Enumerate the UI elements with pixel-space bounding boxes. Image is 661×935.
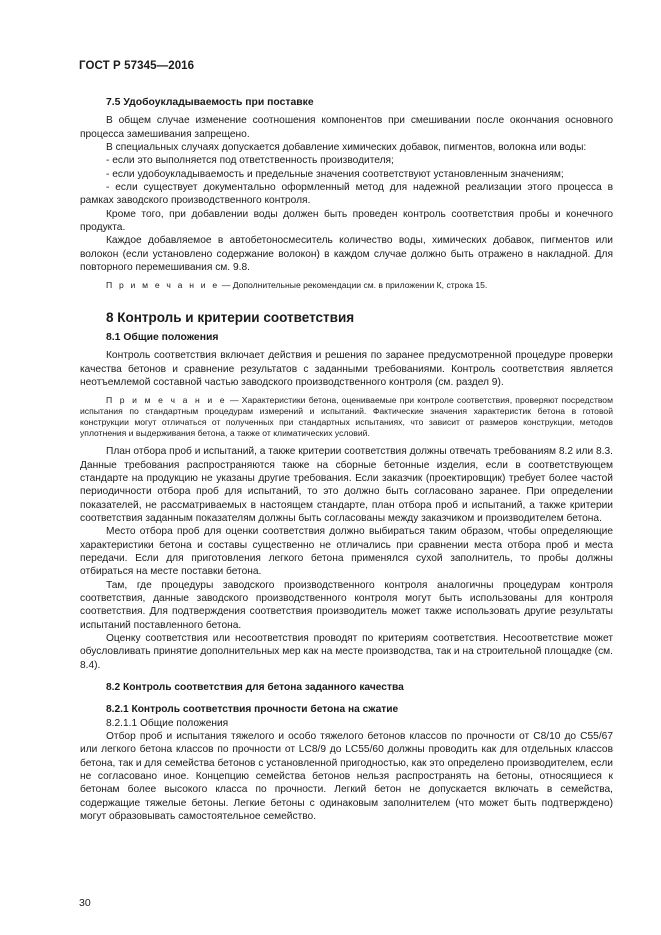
note xyxy=(80,395,613,439)
section-8-1-heading: 8.1 Общие положения xyxy=(106,331,219,343)
paragraph: Кроме того, при добавлении воды должен быть проведен контроль соответствия пробы и конечного продукта. xyxy=(80,208,613,234)
list-item: - если это выполняется под ответственность производителя; xyxy=(106,155,394,167)
section-8-2-1-1-heading: 8.2.1.1 Общие положения xyxy=(106,717,229,729)
paragraph: План отбора проб и испытаний, а также критерии соответствия должны отвечать требованиям 8.2 или 8.3. Данные требования распространяются также на сборные бетонные изделия, если в соответствующем стандарте на продукцию не указаны другие требования. Если заказчик (проектировщик) требует более частой периодичности отбора проб для испытаний, то это должно быть согласовано заранее. При определении показателей, не рассматриваемых в настоящем стандарте, план отбора проб и испытаний, а также критерии соответствия заданным показателям должны быть согласованы между заказчиком и производителем бетона. xyxy=(80,446,613,524)
paragraph: Каждое добавляемое в автобетоносмеситель количество воды, химических добавок, пигментов или волокон (если установлено содержание волокон) в каждом случае должно быть отражено в накладной. Для повторного перемешивания см. 9.8. xyxy=(80,235,613,274)
paragraph: Оценку соответствия или несоответствия проводят по критериям соответствия. Несоответствие может обусловливать принятие дополнительных мер как на месте производства, так и на строительной площадке (см. 8.4). xyxy=(80,633,613,671)
section-8-heading: 8 Контроль и критерии соответствия xyxy=(106,310,355,326)
list-item: - если удобоукладываемость и предельные значения соответствуют установленным значениям; xyxy=(106,168,564,180)
note-text: — Дополнительные рекомендации см. в приложении К, строка 15. xyxy=(219,280,488,291)
paragraph: Контроль соответствия включает действия и решения по заранее предусмотренной процедуре проверки качества бетонов и сравнение результатов с заданными требованиями. Контроль соответствия является неотъемлемой составной частью заводского производственного контроля (см. раздел 9). xyxy=(80,350,613,388)
paragraph: В специальных случаях допускается добавление химических добавок, пигментов, волокна или воды: xyxy=(106,142,587,154)
paragraph: Там, где процедуры заводского производственного контроля аналогичны процедурам контроля соответствия, данные заводского производственного контроля могут быть использованы для контроля соответствия. Для подтверждения соответствия производитель может также использовать другие результаты испытаний поставленного бетона. xyxy=(80,579,613,631)
paragraph: Место отбора проб для оценки соответствия должно выбираться таким образом, чтобы определяющие характеристики бетона и составы существенно не отличались при сравнении места отбора проб и места передачи. Если для приготовления легкого бетона применялся сухой заполнитель, то пробы должны отбираться на месте поставки бетона. xyxy=(80,526,613,578)
document-header: ГОСТ Р 57345—2016 xyxy=(79,60,195,72)
note-label: П р и м е ч а н и е xyxy=(106,280,220,291)
section-7-5-heading: 7.5 Удобоукладываемость при поставке xyxy=(106,97,314,108)
paragraph: В общем случае изменение соотношения компонентов при смешивании после окончания основного процесса замешивания запрещено. xyxy=(80,115,613,140)
section-8-2-heading: 8.2 Контроль соответствия для бетона заданного качества xyxy=(106,682,404,694)
section-8-2-1-heading: 8.2.1 Контроль соответствия прочности бетона на сжатие xyxy=(106,704,399,716)
page-number: 30 xyxy=(79,897,91,909)
document-body xyxy=(80,90,613,823)
note-text: — Характеристики бетона, оцениваемые при контроле соответствия, проверяют посредством испытания по стандартным процедурам измерений и испытаний. Фактические значения характеристик бетона в готовой конструкции могут отличаться от полученных при стандартных испытаниях, что зависит от размеров конструкции, методов уплотнения и выдерживания бетона, а также от климатических условий. xyxy=(80,395,613,439)
list-item: - если существует документально оформленный метод для надежной реализации этого процесса в рамках заводского производственного контроля. xyxy=(80,182,613,207)
paragraph: Отбор проб и испытания тяжелого и особо тяжелого бетонов классов по прочности от С8/10 до С55/67 или легкого бетона классов по прочности от LC8/9 до LC55/60 должны проводить как для отдельных классов бетона, так и для семейства бетонов с установленной пригодностью, как это определено производителем, если не согласовано иное. Концепцию семейства бетонов нельзя распространять на бетоны, относящиеся к бетонам более высокого класса по прочности. Легкий бетон не допускается включать в семейства, содержащие тяжелые бетоны. Легкие бетоны с одинаковым заполнителем (что может быть подтверждено) могут образовывать самостоятельное семейство. xyxy=(80,731,613,823)
note-label: П р и м е ч а н и е xyxy=(106,395,227,406)
note xyxy=(80,280,613,291)
